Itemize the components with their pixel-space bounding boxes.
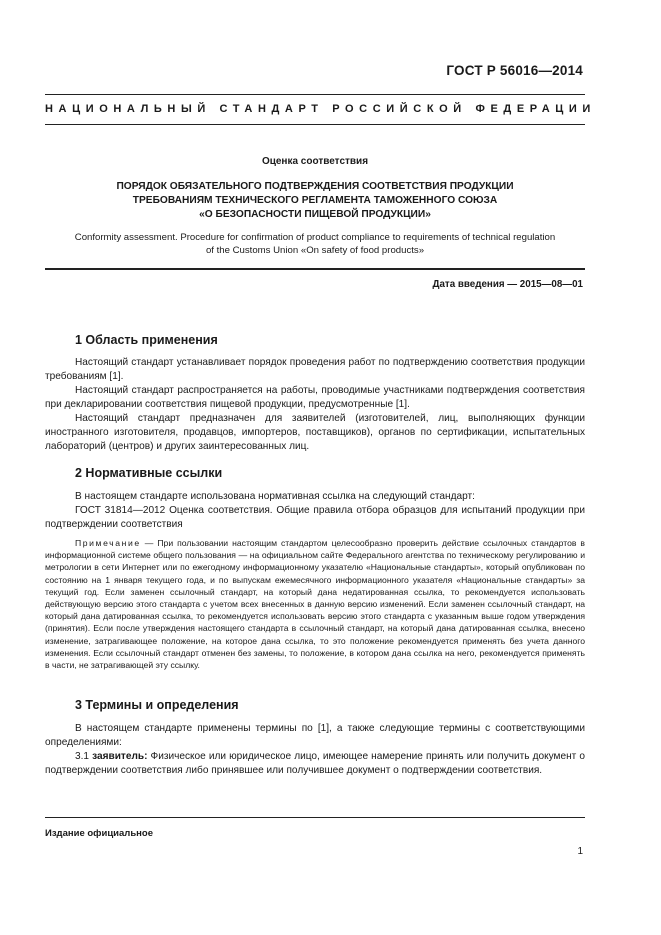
main-title-line: «О БЕЗОПАСНОСТИ ПИЩЕВОЙ ПРОДУКЦИИ» xyxy=(199,209,431,220)
english-title xyxy=(45,231,585,257)
note-label: Примечание xyxy=(75,538,141,548)
national-standard-title: НАЦИОНАЛЬНЫЙ СТАНДАРТ РОССИЙСКОЙ ФЕДЕРАЦИИ xyxy=(45,103,596,115)
section-heading: 2 Нормативные ссылки xyxy=(75,466,223,480)
standard-number: ГОСТ Р 56016—2014 xyxy=(446,63,583,78)
top-divider xyxy=(45,94,585,95)
paragraph: Настоящий стандарт распространяется на работы, проводимые участниками подтверждения соответствия при декларировании соответствия пищевой продукции, предусмотренные [1]. xyxy=(45,385,585,410)
english-title-line: Conformity assessment. Procedure for confirmation of product compliance to requirements of technical regulation xyxy=(74,232,556,243)
term-number: 3.1 xyxy=(75,751,93,762)
title-divider xyxy=(45,268,585,270)
main-title xyxy=(45,180,585,222)
section-heading: 3 Термины и определения xyxy=(75,698,239,712)
page-number: 1 xyxy=(577,846,583,857)
paragraph: Настоящий стандарт устанавливает порядок проведения работ по подтверждению соответствия продукции требованиям [1]. xyxy=(45,357,585,382)
paragraph: Настоящий стандарт предназначен для заявителей (изготовителей, лиц, выполняющих функции иностранного изготовителя, продавцов, импортеров, поставщиков), органов по сертификации, испытательных лабораторий (центров) и других заинтересованных лиц. xyxy=(45,413,585,452)
note-text: — При пользовании настоящим стандартом целесообразно проверить действие ссылочных стандартов в информационной системе общего пользования — на официальном сайте Федерального агентства по техническому регулированию и метрологии в сети Интернет или по ежегодному информационному указателю «Национальные стандарты», который опубликован по состоянию на 1 января текущего года, и по выпускам ежемесячного информационного указателя «Национальные стандарты» за текущий год. Если заменен ссылочный стандарт, на который дана недатированная ссылка, то рекомендуется использовать действующую версию этого стандарта с учетом всех внесенных в данную версию изменений. Если заменен ссылочный стандарт, на который дана датированная ссылка, то рекомендуется использовать версию этого стандарта с указанным выше годом утверждения (принятия). Если после утверждения настоящего стандарта в ссылочный стандарт, на который дана датированная ссылка, внесено изменение, затрагивающее положение, на которое дана ссылка, то это положение рекомендуется применять без учета данного изменения. Если ссылочный стандарт отменен без замены, то положение, в котором дана ссылка на него, рекомендуется применять в части, не затрагивающей эту ссылку. xyxy=(45,538,585,671)
english-title-line: of the Customs Union «On safety of food products» xyxy=(205,245,425,256)
term-definition xyxy=(45,750,585,778)
note-paragraph xyxy=(45,537,585,671)
main-title-line: ТРЕБОВАНИЯМ ТЕХНИЧЕСКОГО РЕГЛАМЕНТА ТАМОЖЕННОГО СОЮЗА xyxy=(132,195,498,206)
section-body xyxy=(45,490,585,532)
paragraph: В настоящем стандарте применены термины по [1], а также следующие термины с соответствующими определениями: xyxy=(45,723,585,748)
introduction-date: Дата введения — 2015—08—01 xyxy=(432,279,583,290)
term-name: заявитель: xyxy=(92,751,148,762)
paragraph: В настоящем стандарте использована нормативная ссылка на следующий стандарт: xyxy=(75,491,475,502)
paragraph: ГОСТ 31814—2012 Оценка соответствия. Общие правила отбора образцов для испытаний продукции при подтверждении соответствия xyxy=(45,505,585,530)
note xyxy=(45,537,585,671)
document-subject: Оценка соответствия xyxy=(261,156,369,167)
section-body xyxy=(45,356,585,454)
section-body xyxy=(45,722,585,778)
footer-divider xyxy=(45,817,585,818)
main-title-line: ПОРЯДОК ОБЯЗАТЕЛЬНОГО ПОДТВЕРЖДЕНИЯ СООТВЕТСТВИЯ ПРОДУКЦИИ xyxy=(116,181,514,192)
term-text: Физическое или юридическое лицо, имеющее намерение принять или получить документ о подтверждении соответствия либо принявшее или получившее документ о подтверждении соответствия. xyxy=(45,751,585,776)
section-heading: 1 Область применения xyxy=(75,333,218,347)
edition-label: Издание официальное xyxy=(45,828,153,839)
header-divider xyxy=(45,124,585,125)
